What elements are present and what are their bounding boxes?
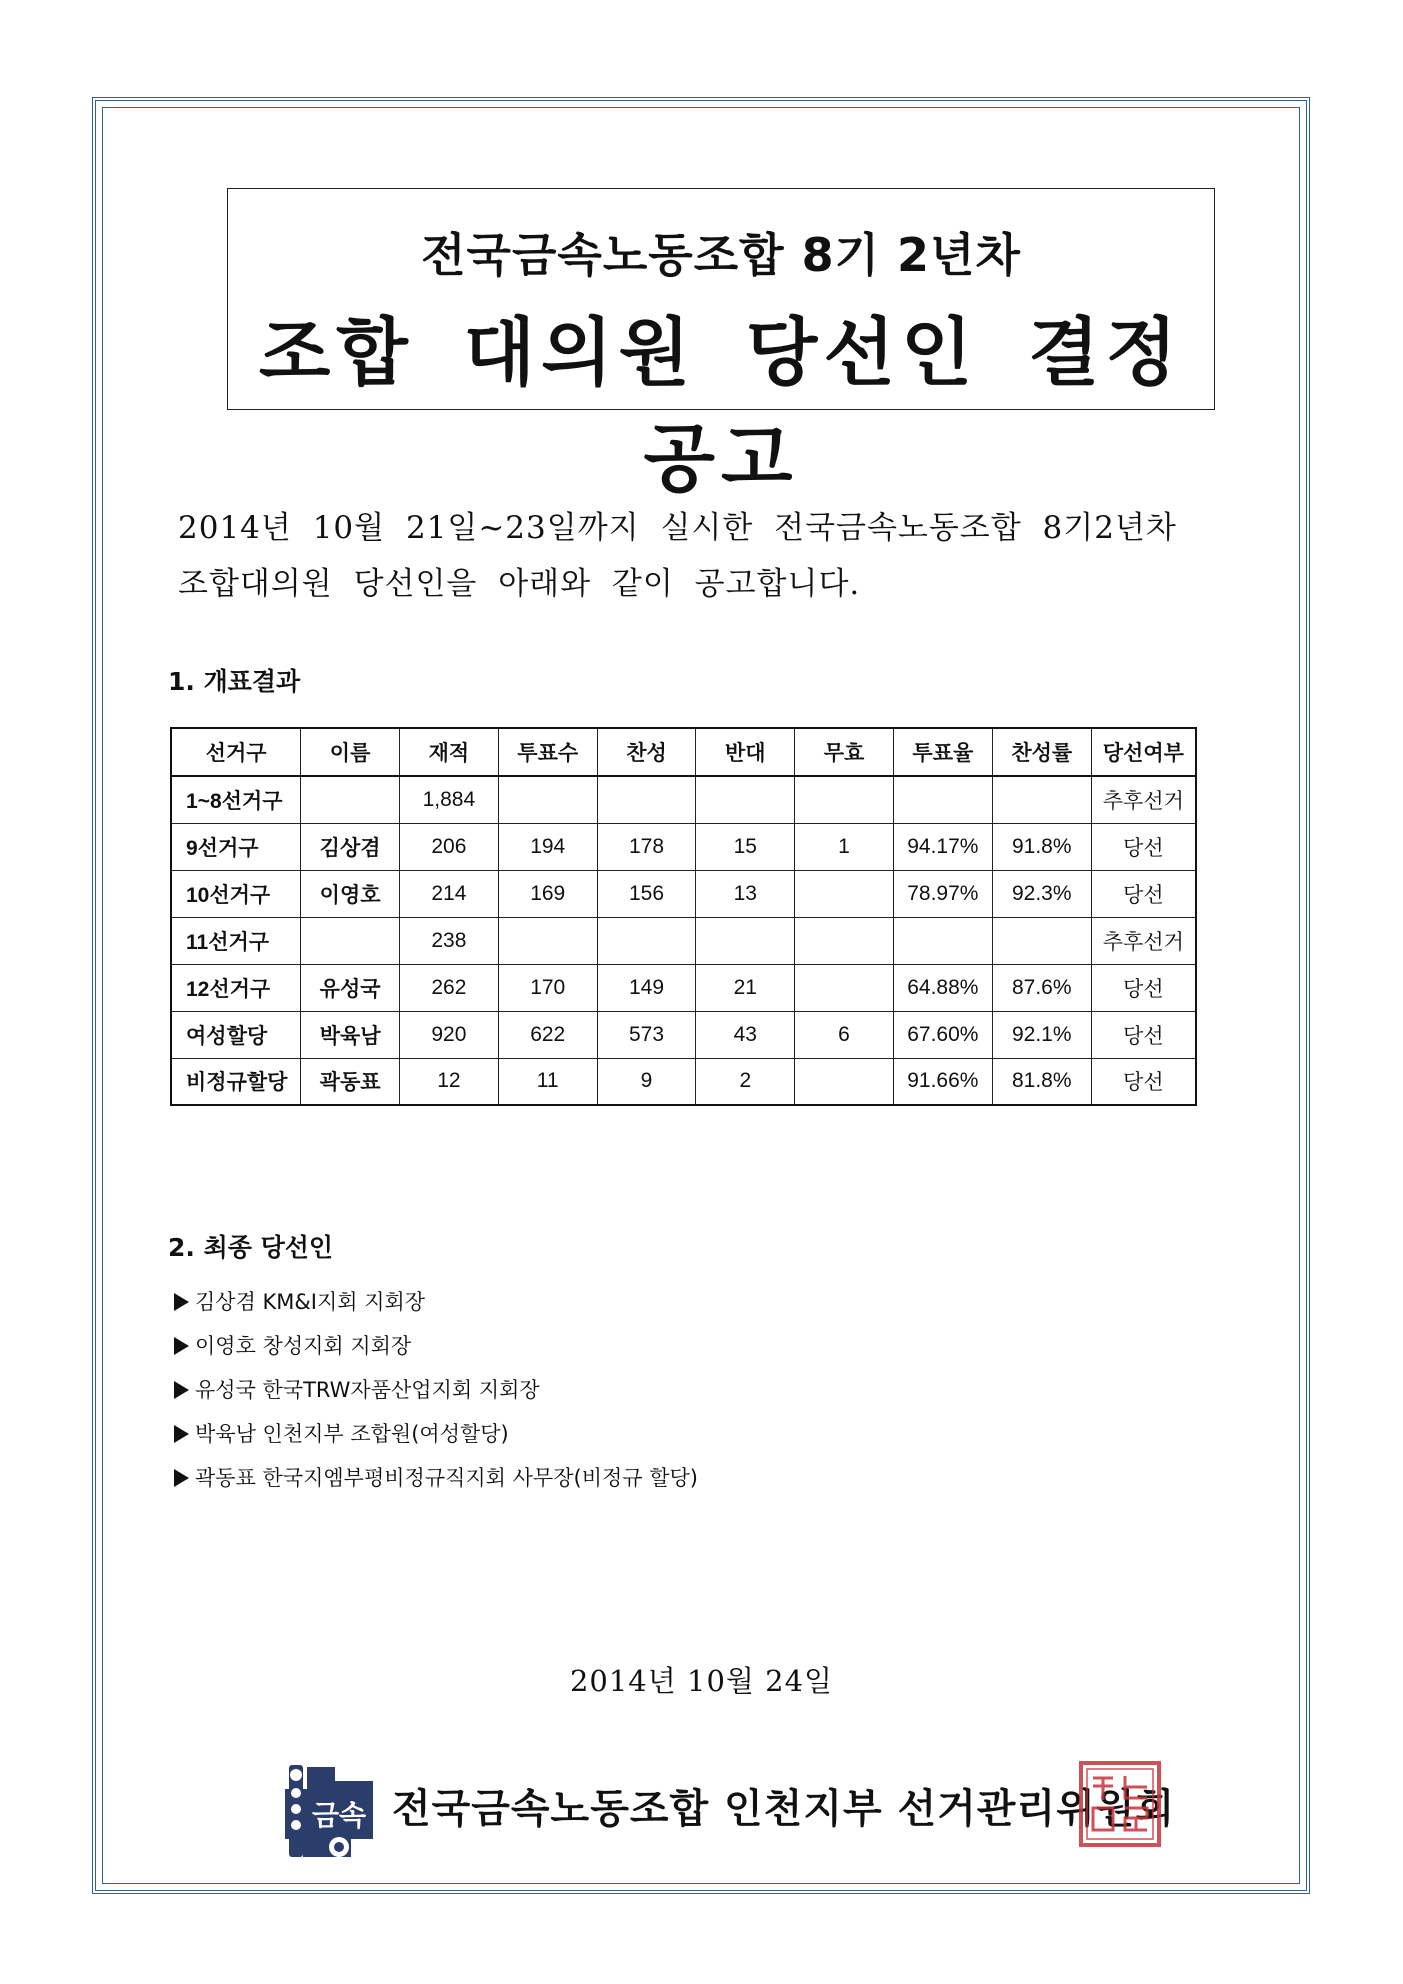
cell-votes: 622 — [498, 1011, 597, 1058]
col-header-invalid: 무효 — [795, 728, 894, 776]
cell-elected: 당선 — [1091, 1011, 1196, 1058]
list-item — [174, 1456, 698, 1500]
announcement-date: 2014년 10월 24일 — [569, 1664, 834, 1698]
official-seal-icon — [1078, 1760, 1162, 1848]
winners-list — [174, 1280, 698, 1500]
list-item — [174, 1324, 698, 1368]
cell-invalid — [795, 776, 894, 823]
cell-name: 곽동표 — [301, 1058, 400, 1105]
cell-yes: 156 — [597, 870, 696, 917]
col-header-no: 반대 — [696, 728, 795, 776]
cell-district: 11선거구 — [171, 917, 301, 964]
col-header-name: 이름 — [301, 728, 400, 776]
cell-turnout: 91.66% — [893, 1058, 992, 1105]
cell-turnout: 67.60% — [893, 1011, 992, 1058]
col-header-turnout: 투표율 — [893, 728, 992, 776]
cell-approval — [992, 917, 1091, 964]
cell-invalid — [795, 964, 894, 1011]
cell-elected: 추후선거 — [1091, 776, 1196, 823]
cell-elected: 당선 — [1091, 1058, 1196, 1105]
cell-elected: 당선 — [1091, 870, 1196, 917]
cell-elected: 당선 — [1091, 823, 1196, 870]
title-subtitle: 전국금속노동조합 8기 2년차 — [421, 228, 1021, 282]
cell-turnout: 94.17% — [893, 823, 992, 870]
cell-invalid: 6 — [795, 1011, 894, 1058]
cell-registered: 206 — [399, 823, 498, 870]
table-row — [171, 1058, 1196, 1105]
triangle-bullet-icon — [174, 1425, 189, 1443]
page-title: 조합 대의원 당선인 결정 공고 — [258, 310, 1184, 502]
cell-name: 김상겸 — [301, 823, 400, 870]
cell-invalid — [795, 917, 894, 964]
cell-name — [301, 776, 400, 823]
cell-name — [301, 917, 400, 964]
organization-name: 전국금속노동조합 인천지부 선거관리위원회 — [392, 1786, 1176, 1832]
table-row — [171, 1011, 1196, 1058]
cell-registered: 12 — [399, 1058, 498, 1105]
triangle-bullet-icon — [174, 1337, 189, 1355]
section-heading-results: 1. 개표결과 — [168, 667, 301, 696]
cell-registered: 214 — [399, 870, 498, 917]
cell-turnout — [893, 917, 992, 964]
cell-district: 9선거구 — [171, 823, 301, 870]
cell-approval: 81.8% — [992, 1058, 1091, 1105]
cell-turnout — [893, 776, 992, 823]
cell-district: 10선거구 — [171, 870, 301, 917]
logo-text: 금속 — [311, 1799, 367, 1832]
col-header-elected: 당선여부 — [1091, 728, 1196, 776]
cell-yes — [597, 917, 696, 964]
col-header-approval: 찬성률 — [992, 728, 1091, 776]
cell-votes: 11 — [498, 1058, 597, 1105]
cell-no: 13 — [696, 870, 795, 917]
cell-approval: 92.1% — [992, 1011, 1091, 1058]
winner-text: 이영호 창성지회 지회장 — [195, 1334, 412, 1358]
cell-approval — [992, 776, 1091, 823]
col-header-votes: 투표수 — [498, 728, 597, 776]
cell-invalid: 1 — [795, 823, 894, 870]
cell-district: 12선거구 — [171, 964, 301, 1011]
cell-votes — [498, 776, 597, 823]
cell-registered: 1,884 — [399, 776, 498, 823]
col-header-registered: 재적 — [399, 728, 498, 776]
cell-approval: 91.8% — [992, 823, 1091, 870]
cell-no: 21 — [696, 964, 795, 1011]
cell-elected: 추후선거 — [1091, 917, 1196, 964]
cell-no: 43 — [696, 1011, 795, 1058]
list-item — [174, 1412, 698, 1456]
cell-name: 유성국 — [301, 964, 400, 1011]
winner-text: 곽동표 한국지엠부평비정규직지회 사무장(비정규 할당) — [195, 1466, 698, 1490]
cell-votes: 170 — [498, 964, 597, 1011]
table-row — [171, 917, 1196, 964]
cell-yes: 178 — [597, 823, 696, 870]
winner-text: 유성국 한국TRW자품산업지회 지회장 — [195, 1378, 540, 1402]
cell-district: 비정규할당 — [171, 1058, 301, 1105]
cell-approval: 92.3% — [992, 870, 1091, 917]
cell-elected: 당선 — [1091, 964, 1196, 1011]
col-header-yes: 찬성 — [597, 728, 696, 776]
cell-votes: 169 — [498, 870, 597, 917]
cell-name: 이영호 — [301, 870, 400, 917]
cell-no — [696, 776, 795, 823]
col-header-district: 선거구 — [171, 728, 301, 776]
cell-votes: 194 — [498, 823, 597, 870]
union-logo-icon — [277, 1761, 377, 1865]
cell-invalid — [795, 1058, 894, 1105]
cell-votes — [498, 917, 597, 964]
cell-yes: 9 — [597, 1058, 696, 1105]
table-row — [171, 823, 1196, 870]
cell-no — [696, 917, 795, 964]
cell-no: 15 — [696, 823, 795, 870]
triangle-bullet-icon — [174, 1381, 189, 1399]
cell-registered: 238 — [399, 917, 498, 964]
intro-line-1: 2014년 10월 21일~23일까지 실시한 전국금속노동조합 8기2년차 — [178, 510, 1177, 546]
cell-approval: 87.6% — [992, 964, 1091, 1011]
table-row — [171, 870, 1196, 917]
list-item — [174, 1280, 698, 1324]
winner-text: 박육남 인천지부 조합원(여성할당) — [195, 1422, 509, 1446]
cell-registered: 262 — [399, 964, 498, 1011]
triangle-bullet-icon — [174, 1293, 189, 1311]
triangle-bullet-icon — [174, 1469, 189, 1487]
cell-no: 2 — [696, 1058, 795, 1105]
title-box — [227, 188, 1215, 502]
table-row — [171, 776, 1196, 823]
cell-turnout: 78.97% — [893, 870, 992, 917]
intro-paragraph — [178, 500, 1238, 612]
cell-district: 여성할당 — [171, 1011, 301, 1058]
section-heading-winners: 2. 최종 당선인 — [168, 1233, 334, 1262]
winner-text: 김상겸 KM&I지회 지회장 — [195, 1290, 426, 1314]
cell-yes: 573 — [597, 1011, 696, 1058]
cell-yes: 149 — [597, 964, 696, 1011]
cell-registered: 920 — [399, 1011, 498, 1058]
list-item — [174, 1368, 698, 1412]
cell-yes — [597, 776, 696, 823]
cell-invalid — [795, 870, 894, 917]
intro-line-2: 조합대의원 당선인을 아래와 같이 공고합니다. — [178, 566, 861, 602]
cell-district: 1~8선거구 — [171, 776, 301, 823]
cell-name: 박육남 — [301, 1011, 400, 1058]
table-header-row — [171, 728, 1196, 776]
cell-turnout: 64.88% — [893, 964, 992, 1011]
table-row — [171, 964, 1196, 1011]
results-table — [170, 727, 1197, 1106]
